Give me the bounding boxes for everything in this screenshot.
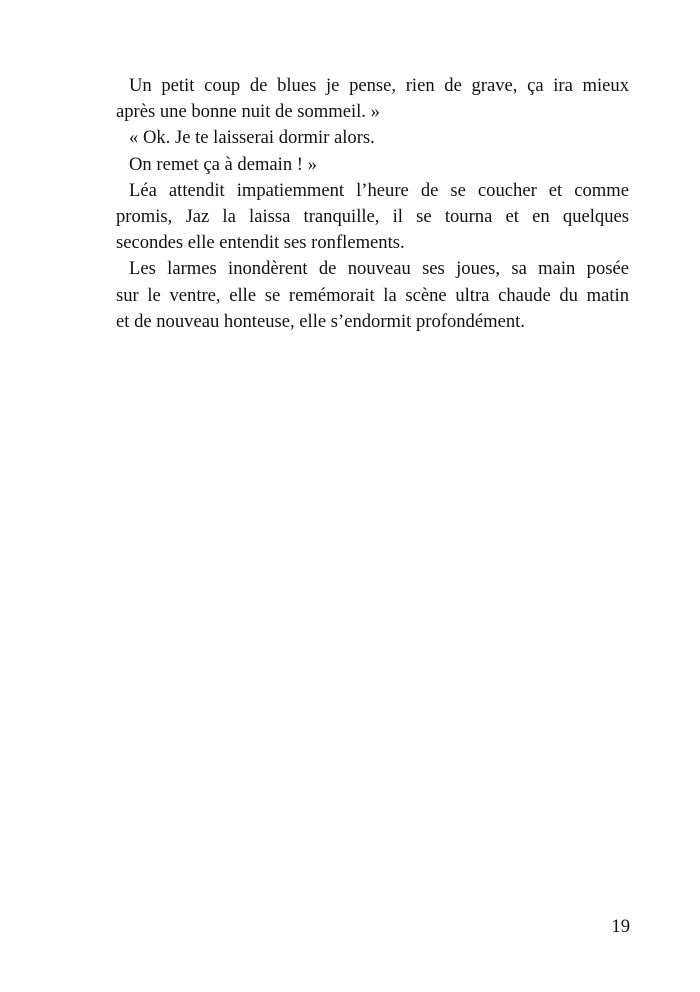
text-line: promis, Jaz la laissa tranquille, il se tourna et en quelques [116,205,629,227]
text-line: secondes elle entendit ses ronflements. [116,232,405,254]
text-line: « Ok. Je te laisserai dormir alors. [129,127,375,149]
text-line: Les larmes inondèrent de nouveau ses joues, sa main posée [129,258,629,280]
text-line: et de nouveau honteuse, elle s’endormit profondément. [116,310,525,332]
text-line: Léa attendit impatiemment l’heure de se coucher et comme [129,179,629,201]
page-number: 19 [611,916,630,937]
text-line: sur le ventre, elle se remémorait la scène ultra chaude du matin [116,284,629,306]
body-text [116,73,629,335]
text-line: après une bonne nuit de sommeil. » [116,101,380,123]
text-line: On remet ça à demain ! » [129,153,317,175]
text-line: Un petit coup de blues je pense, rien de grave, ça ira mieux [129,75,629,96]
